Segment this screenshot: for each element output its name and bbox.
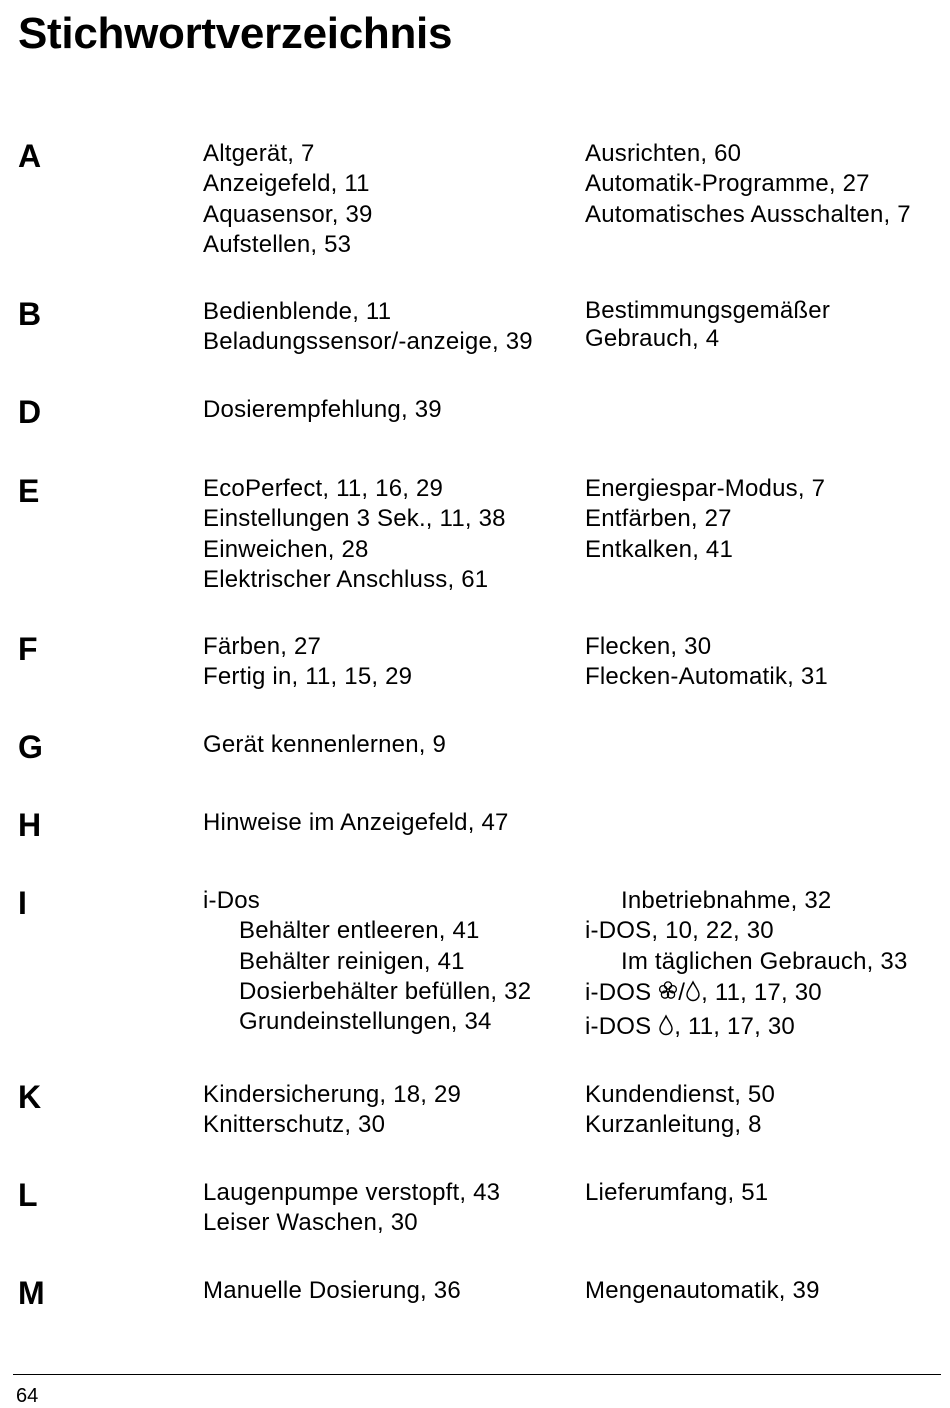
index-entry: Altgerät, 7 bbox=[203, 140, 315, 167]
index-subentry: Grundeinstellungen, 34 bbox=[239, 1008, 492, 1036]
index-entry: i-Dos bbox=[203, 887, 261, 914]
index-entry: EcoPerfect, 11, 16, 29 bbox=[203, 475, 444, 502]
entry-suffix: , 11, 17, 30 bbox=[701, 978, 822, 1006]
left-column bbox=[203, 1080, 461, 1141]
index-entry: Gebrauch, 4 bbox=[585, 325, 720, 352]
index-entry: Automatisches Ausschalten, 7 bbox=[585, 200, 911, 228]
section-letter: I bbox=[18, 885, 27, 921]
index-subentry: Inbetriebnahme, 32 bbox=[621, 887, 832, 914]
index-entry: Bestimmungsgemäßer bbox=[585, 297, 831, 324]
index-entry: Elektrischer Anschluss, 61 bbox=[203, 565, 489, 593]
index-entry: Einstellungen 3 Sek., 11, 38 bbox=[203, 505, 506, 533]
index-subentry: Behälter reinigen, 41 bbox=[239, 947, 465, 975]
index-entry: Leiser Waschen, 30 bbox=[203, 1209, 418, 1237]
index-entry: Manuelle Dosierung, 36 bbox=[203, 1277, 461, 1304]
right-column bbox=[585, 474, 825, 565]
index-entry: Dosierempfehlung, 39 bbox=[203, 396, 442, 423]
index-entry: Gerät kennenlernen, 9 bbox=[203, 731, 447, 758]
section-letter: A bbox=[18, 138, 42, 174]
flower-icon bbox=[658, 979, 678, 1011]
section-letter: B bbox=[18, 296, 42, 332]
index-entry: Knitterschutz, 30 bbox=[203, 1111, 386, 1139]
section-letter: H bbox=[18, 807, 42, 843]
index-entry: Laugenpumpe verstopft, 43 bbox=[203, 1179, 501, 1206]
left-column bbox=[203, 395, 442, 425]
left-column bbox=[203, 886, 531, 1037]
left-column bbox=[203, 808, 509, 838]
index-entry: Entfärben, 27 bbox=[585, 505, 732, 533]
index-entry: Ausrichten, 60 bbox=[585, 140, 742, 167]
index-subentry: Im täglichen Gebrauch, 33 bbox=[621, 947, 908, 975]
section-letter: L bbox=[18, 1177, 38, 1213]
page-number: 64 bbox=[16, 1385, 39, 1407]
index-entry: Beladungssensor/-anzeige, 39 bbox=[203, 328, 533, 356]
entry-prefix: i-DOS bbox=[585, 1012, 659, 1040]
section-letter: D bbox=[18, 394, 42, 430]
section-letter: M bbox=[18, 1275, 45, 1311]
index-entry-idos-flower-drop bbox=[585, 977, 908, 1011]
index-entry: Fertig in, 11, 15, 29 bbox=[203, 663, 413, 691]
left-column bbox=[203, 632, 412, 693]
right-column bbox=[585, 1178, 768, 1208]
index-entry: Kundendienst, 50 bbox=[585, 1081, 776, 1108]
index-entry: Mengenautomatik, 39 bbox=[585, 1277, 820, 1304]
left-column bbox=[203, 730, 446, 760]
entry-prefix: i-DOS bbox=[585, 978, 659, 1006]
index-entry: Aufstellen, 53 bbox=[203, 230, 352, 258]
right-column bbox=[585, 139, 911, 230]
index-entry-idos-drop bbox=[585, 1011, 908, 1045]
right-column bbox=[585, 297, 830, 353]
index-entry: Flecken, 30 bbox=[585, 633, 712, 660]
index-subentry: Dosierbehälter befüllen, 32 bbox=[239, 977, 532, 1005]
index-entry: Kindersicherung, 18, 29 bbox=[203, 1081, 462, 1108]
index-entry: Entkalken, 41 bbox=[585, 535, 734, 563]
index-entry: Bedienblende, 11 bbox=[203, 298, 392, 325]
left-column bbox=[203, 139, 373, 260]
index-entry: Flecken-Automatik, 31 bbox=[585, 663, 828, 691]
left-column bbox=[203, 1276, 461, 1306]
index-entry: Lieferumfang, 51 bbox=[585, 1179, 769, 1206]
section-letter: F bbox=[18, 631, 38, 667]
page-title: Stichwortverzeichnis bbox=[18, 9, 453, 58]
index-entry: Aquasensor, 39 bbox=[203, 200, 373, 228]
right-column bbox=[585, 886, 908, 1045]
index-entry: i-DOS, 10, 22, 30 bbox=[585, 917, 774, 945]
footer-divider bbox=[13, 1374, 941, 1375]
drop-icon bbox=[658, 1013, 674, 1045]
right-column bbox=[585, 1080, 775, 1141]
left-column bbox=[203, 1178, 500, 1239]
index-entry: Kurzanleitung, 8 bbox=[585, 1111, 762, 1139]
entry-suffix: , 11, 17, 30 bbox=[674, 1012, 795, 1040]
section-letter: K bbox=[18, 1079, 42, 1115]
left-column bbox=[203, 297, 533, 358]
drop-icon bbox=[685, 979, 701, 1011]
section-letter: G bbox=[18, 729, 43, 765]
icon-separator: / bbox=[678, 978, 686, 1006]
index-subentry: Behälter entleeren, 41 bbox=[239, 917, 480, 945]
right-column bbox=[585, 1276, 820, 1306]
index-entry: Hinweise im Anzeigefeld, 47 bbox=[203, 809, 509, 836]
index-entry: Einweichen, 28 bbox=[203, 535, 369, 563]
left-column bbox=[203, 474, 506, 595]
index-entry: Anzeigefeld, 11 bbox=[203, 170, 370, 198]
index-entry: Automatik-Programme, 27 bbox=[585, 170, 870, 198]
index-entry: Färben, 27 bbox=[203, 633, 322, 660]
section-letter: E bbox=[18, 473, 40, 509]
index-entry: Energiespar-Modus, 7 bbox=[585, 475, 826, 502]
right-column bbox=[585, 632, 828, 693]
